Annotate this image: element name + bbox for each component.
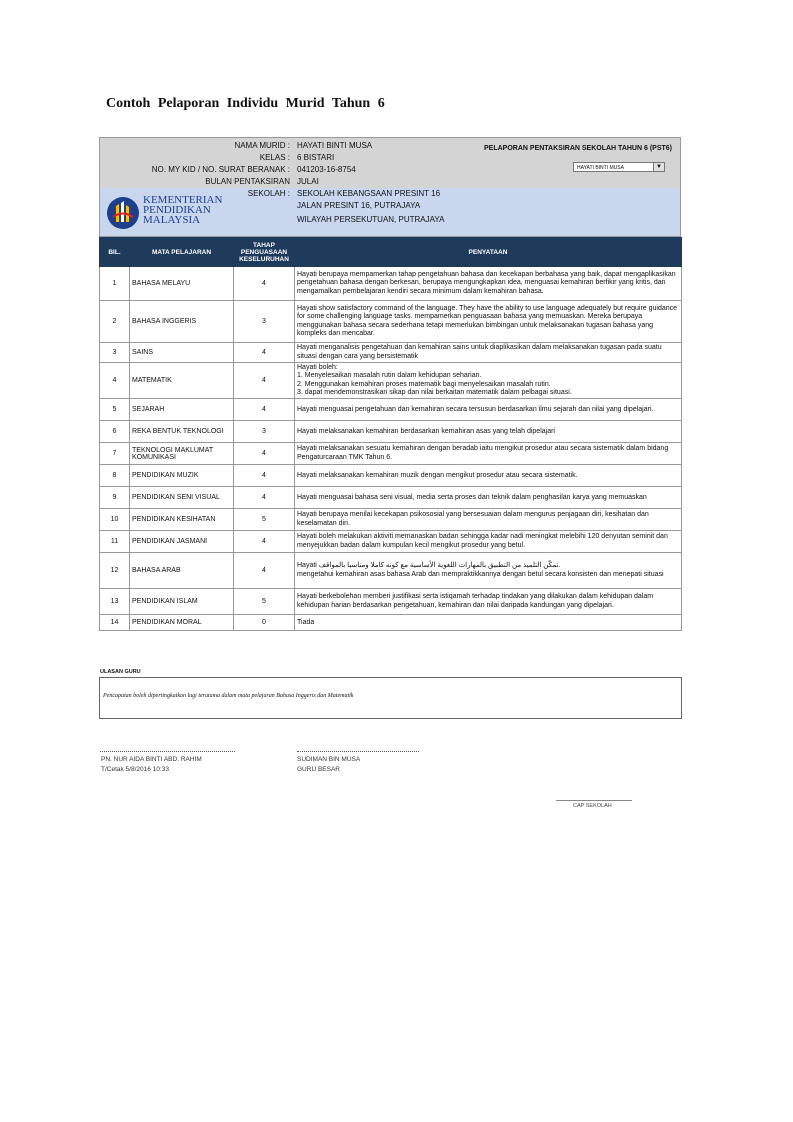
cell-penyataan: Hayati show satisfactory command of the language. They have the ability to use language adequately but require guidance for some challenging language tasks. mempamerkan penguasaan bahasa yang memuaskan. Mereka berupaya menggunakan bahasa secara sederhana tetapi memerlukan bimbingan untuk melaksanakan tugasan bahasa yang kompleks dan mencabar. (295, 301, 682, 343)
cell-mata-pelajaran: TEKNOLOGI MAKLUMAT KOMUNIKASI (130, 443, 234, 465)
logo-line-3: MALAYSIA (143, 214, 201, 226)
page-title: Contoh Pelaporan Individu Murid Tahun 6 (106, 96, 385, 111)
cell-bil: 14 (100, 615, 130, 631)
cell-penyataan: Hayati melaksanakan kemahiran muzik dengan mengikut prosedur atau secara sistematik. (295, 465, 682, 487)
col-bil: BIL. (100, 238, 130, 267)
cell-bil: 2 (100, 301, 130, 343)
chevron-down-icon[interactable]: ▼ (653, 163, 664, 171)
value-kelas: 6 BISTARI (297, 153, 335, 162)
cell-tahap: 4 (234, 399, 295, 421)
table-row (100, 399, 682, 421)
cell-penyataan: Hayati تمكّن التلميذ من التطبيق بالمهارات اللغوية الأساسية مع كونه كاملا ومناسبا بالمواقف. mengetahui kemahiran asas bahasa Arab dan mempraktikkannya dengan betul secara konsisten dan menepati situasi (295, 553, 682, 589)
cell-bil: 13 (100, 589, 130, 615)
cell-tahap: 5 (234, 589, 295, 615)
cell-mata-pelajaran: BAHASA MELAYU (130, 267, 234, 301)
table-row (100, 553, 682, 589)
cell-mata-pelajaran: SAINS (130, 343, 234, 363)
student-info-header (99, 137, 681, 188)
cell-bil: 11 (100, 531, 130, 553)
table-row (100, 509, 682, 531)
table-header-row (100, 238, 682, 267)
cell-bil: 4 (100, 363, 130, 399)
cell-mata-pelajaran: BAHASA ARAB (130, 553, 234, 589)
label-kelas: KELAS : (259, 153, 290, 162)
table-row (100, 615, 682, 631)
cell-penyataan: Hayati berupaya menilai kecekapan psikososial yang bersesuaian dalam mengurus penjagaan diri, kesihatan dan keselamatan diri. (295, 509, 682, 531)
logo-line-1: KEMENTERIAN (143, 194, 223, 206)
cell-tahap: 4 (234, 267, 295, 301)
label-bulan: BULAN PENTAKSIRAN (205, 177, 290, 186)
cell-mata-pelajaran: REKA BENTUK TEKNOLOGI (130, 421, 234, 443)
cell-penyataan: Hayati melaksanakan sesuatu kemahiran dengan beradab iaitu mengikut prosedur atau secara sistematik dalam bidang Pengaturcaraan TMK Tahun 6. (295, 443, 682, 465)
cell-penyataan: Hayati boleh melakukan aktiviti memanaskan badan sehingga kadar nadi meningkat melebihi 120 denyutan seminit dan menyejukkan badan dalam kumpulan kecil mengikut prosedur yang betul. (295, 531, 682, 553)
cell-bil: 8 (100, 465, 130, 487)
value-nama-murid: HAYATI BINTI MUSA (297, 141, 373, 150)
head-signature-line (297, 751, 419, 752)
cell-bil: 7 (100, 443, 130, 465)
table-row (100, 487, 682, 509)
ulasan-heading: ULASAN GURU (100, 669, 141, 675)
cell-tahap: 4 (234, 363, 295, 399)
table-body (100, 267, 682, 631)
table-row (100, 301, 682, 343)
cell-mata-pelajaran: PENDIDIKAN MUZIK (130, 465, 234, 487)
logo-line-2: PENDIDIKAN (143, 204, 211, 216)
cell-tahap: 4 (234, 487, 295, 509)
cell-mata-pelajaran: PENDIDIKAN SENI VISUAL (130, 487, 234, 509)
table-row (100, 589, 682, 615)
table-row (100, 443, 682, 465)
label-nama-murid: NAMA MURID : (234, 141, 290, 150)
table-row (100, 531, 682, 553)
cell-mata-pelajaran: MATEMATIK (130, 363, 234, 399)
teacher-signature-line (100, 751, 235, 752)
cell-tahap: 3 (234, 421, 295, 443)
school-address-2: WILAYAH PERSEKUTUAN, PUTRAJAYA (297, 215, 445, 224)
stamp-line (556, 800, 632, 801)
report-sheet (99, 137, 681, 631)
head-signature (297, 755, 360, 775)
col-tahap-penguasaan: TAHAP PENGUASAAN KESELURUHAN (234, 238, 295, 267)
cell-tahap: 4 (234, 531, 295, 553)
student-select-value: HAYATI BINTI MUSA (577, 165, 624, 171)
report-title: PELAPORAN PENTAKSIRAN SEKOLAH TAHUN 6 (PST6) (484, 145, 672, 152)
logo-text (143, 195, 222, 225)
cell-bil: 10 (100, 509, 130, 531)
value-sekolah: SEKOLAH KEBANGSAAN PRESINT 16 (297, 189, 441, 198)
cell-mata-pelajaran: BAHASA INGGERIS (130, 301, 234, 343)
teacher-name: PN. NUR AIDA BINTI ABD. RAHIM (101, 756, 202, 763)
print-timestamp: T/Cetak 5/8/2016 10:33 (101, 766, 169, 773)
value-mykid: 041203-16-8754 (297, 165, 356, 174)
table-row (100, 465, 682, 487)
cell-mata-pelajaran: PENDIDIKAN KESIHATAN (130, 509, 234, 531)
school-address-1: JALAN PRESINT 16, PUTRAJAYA (297, 201, 421, 210)
cell-mata-pelajaran: PENDIDIKAN JASMANI (130, 531, 234, 553)
cell-bil: 1 (100, 267, 130, 301)
kpm-logo (103, 191, 233, 231)
school-info-header (99, 188, 681, 237)
cell-tahap: 3 (234, 301, 295, 343)
cell-penyataan: Hayati berkebolehan memberi justifikasi serta istiqamah terhadap tindakan yang dilakukan dalam kehidupan dalam kehidupan harian berdasarkan pengetahuan, kemahiran dan nilai daripada kandungan yang dipelajari. (295, 589, 682, 615)
label-mykid: NO. MY KID / NO. SURAT BERANAK : (151, 165, 290, 174)
cell-mata-pelajaran: PENDIDIKAN ISLAM (130, 589, 234, 615)
head-title: GURU BESAR (297, 766, 340, 773)
cell-bil: 5 (100, 399, 130, 421)
cell-tahap: 0 (234, 615, 295, 631)
cell-mata-pelajaran: PENDIDIKAN MORAL (130, 615, 234, 631)
cell-tahap: 4 (234, 443, 295, 465)
table-row (100, 421, 682, 443)
cell-penyataan: Hayati menguasai bahasa seni visual, media serta proses dan teknik dalam penghasilan karya yang memuaskan (295, 487, 682, 509)
cell-bil: 9 (100, 487, 130, 509)
cell-penyataan: Hayati boleh: 1. Menyelesaikan masalah rutin dalam kehidupan seharian. 2. Menggunakan kemahiran proses matematik bagi menyelesaikan masalah rutin. 3. dapat mendemonstrasikan sikap dan nilai berkaitan matematik dalam pelbagai situasi. (295, 363, 682, 399)
student-select[interactable] (573, 162, 665, 172)
col-mata-pelajaran: MATA PELAJARAN (130, 238, 234, 267)
ulasan-text: Pencapaian boleh dipertingkatkan lagi terutama dalam mata pelajaran Bahasa Inggeris dan Matematik (103, 693, 354, 699)
cell-penyataan: Tiada (295, 615, 682, 631)
cell-penyataan: Hayati menganalisis pengetahuan dan kemahiran sains untuk diaplikasikan dalam melaksanakan tugasan pada suatu situasi dengan cara yang bersistematik (295, 343, 682, 363)
cell-penyataan: Hayati berupaya mempamerkan tahap pengetahuan bahasa dan kecekapan berbahasa yang baik, dapat mengaplikasikan pengetahuan bahasa dengan berkesan, berupaya mengungkapkan idea, menguasai kemahiran berfikir yang kritis, dan mengamalkan pembelajaran kendiri secara minimum dalam kemahiran bahasa. (295, 267, 682, 301)
head-name: SUDIMAN BIN MUSA (297, 756, 361, 763)
cell-bil: 6 (100, 421, 130, 443)
cell-mata-pelajaran: SEJARAH (130, 399, 234, 421)
cell-bil: 3 (100, 343, 130, 363)
value-bulan: JULAI (297, 177, 319, 186)
cell-penyataan: Hayati melaksanakan kemahiran berdasarkan kemahiran asas yang telah dipelajari (295, 421, 682, 443)
cell-bil: 12 (100, 553, 130, 589)
cell-tahap: 4 (234, 553, 295, 589)
cell-tahap: 4 (234, 343, 295, 363)
table-row (100, 267, 682, 301)
table-row (100, 343, 682, 363)
teacher-signature (101, 755, 202, 775)
cell-tahap: 5 (234, 509, 295, 531)
table-row (100, 363, 682, 399)
ministry-emblem-icon (105, 195, 141, 231)
label-sekolah: SEKOLAH : (247, 189, 290, 198)
cell-penyataan: Hayati menguasai pengetahuan dan kemahiran secara tersusun berdasarkan ilmu sejarah dan nilai yang dipelajari. (295, 399, 682, 421)
results-table (99, 237, 682, 631)
school-stamp-label: CAP SEKOLAH (573, 803, 612, 809)
col-penyataan: PENYATAAN (295, 238, 682, 267)
cell-tahap: 4 (234, 465, 295, 487)
